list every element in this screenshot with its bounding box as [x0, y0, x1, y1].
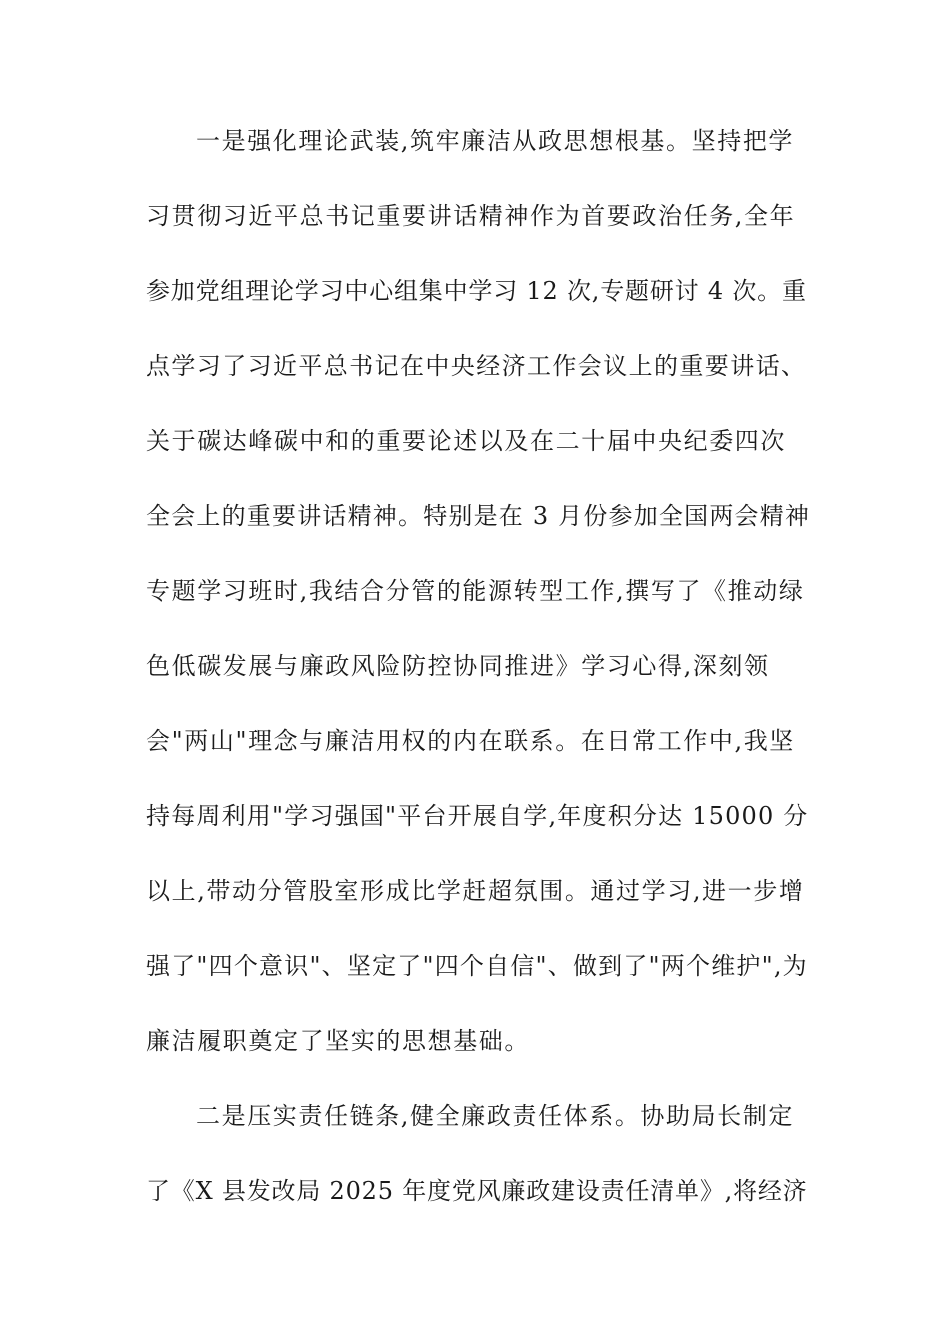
- paragraph-1-line-4: 点学习了习近平总书记在中央经济工作会议上的重要讲话、: [146, 352, 807, 380]
- paragraph-1-line-2: 习贯彻习近平总书记重要讲话精神作为首要政治任务,全年: [146, 202, 796, 230]
- paragraph-1-line-13: 廉洁履职奠定了坚实的思想基础。: [146, 1027, 530, 1055]
- paragraph-1-line-8: 色低碳发展与廉政风险防控协同推进》学习心得,深刻领: [146, 652, 770, 680]
- paragraph-1-line-5: 关于碳达峰碳中和的重要论述以及在二十届中央纪委四次: [146, 427, 786, 455]
- paragraph-1-line-10: 持每周利用"学习强国"平台开展自学,年度积分达 15000 分: [146, 802, 809, 830]
- paragraph-1-line-9: 会"两山"理念与廉洁用权的内在联系。在日常工作中,我坚: [146, 727, 795, 755]
- paragraph-1-line-1: 一是强化理论武装,筑牢廉洁从政思想根基。坚持把学: [196, 127, 795, 155]
- paragraph-1-line-12: 强了"四个意识"、坚定了"四个自信"、做到了"两个维护",为: [146, 952, 808, 980]
- paragraph-1-line-3: 参加党组理论学习中心组集中学习 12 次,专题研讨 4 次。重: [146, 277, 807, 305]
- paragraph-1-line-11: 以上,带动分管股室形成比学赶超氛围。通过学习,进一步增: [146, 877, 805, 905]
- paragraph-1-line-6: 全会上的重要讲话精神。特别是在 3 月份参加全国两会精神: [146, 502, 811, 530]
- paragraph-1-line-7: 专题学习班时,我结合分管的能源转型工作,撰写了《推动绿: [146, 577, 805, 605]
- paragraph-2-line-1: 二是压实责任链条,健全廉政责任体系。协助局长制定: [196, 1102, 795, 1130]
- paragraph-2-line-2: 了《X 县发改局 2025 年度党风廉政建设责任清单》,将经济: [146, 1177, 808, 1205]
